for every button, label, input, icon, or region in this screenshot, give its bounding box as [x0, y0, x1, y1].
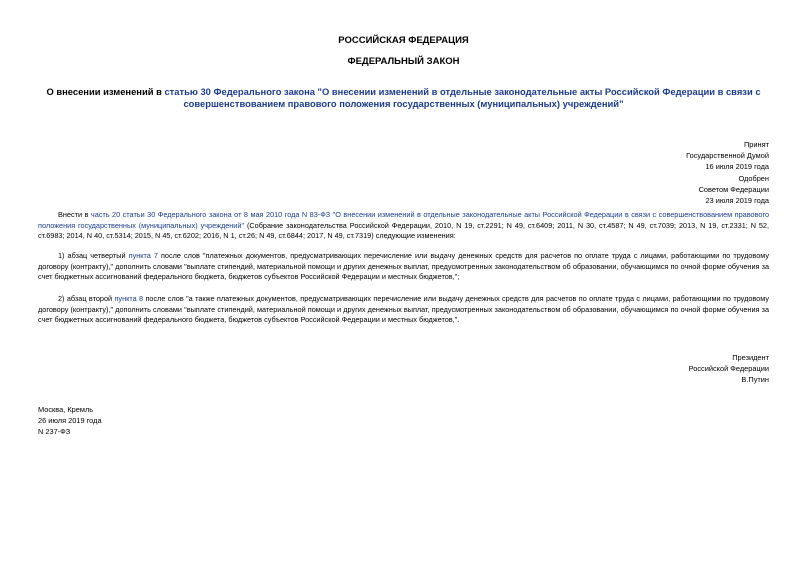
intro-link[interactable]: часть 20 статьи 30 Федерального закона от 8 мая 2010 года N 83-ФЗ "О внесении изменений в отдельные законодательные акты Российской Федерации в связи с совершенствованием правового положения государственных (муниципальных) учреждений"	[38, 210, 770, 230]
place-line: Москва, Кремль	[38, 405, 94, 414]
place-line: 26 июля 2019 года	[38, 415, 102, 425]
item-1-link[interactable]: пункта 7	[128, 251, 158, 260]
intro-text: Внести в	[58, 210, 91, 219]
item-1-paragraph	[38, 251, 769, 283]
item-2-paragraph	[38, 294, 769, 326]
title-prefix: О внесении изменений в	[46, 86, 165, 97]
signature-line: Президент	[732, 353, 769, 362]
country-heading: РОССИЙСКАЯ ФЕДЕРАЦИЯ	[338, 35, 469, 46]
adoption-line: Государственной Думой	[686, 151, 769, 161]
item-text: после слов "платежных документов, предусматривающих перечисление или выдачу денежных средств для расчетов по оплате труда с лицами, работающими по трудовому договору (контракту)," дополнить словами "выплате стипендий, материальной помощи и других денежных выплат, предусмотренных законодательством об образовании, обучающимся по очной форме обучения за счет бюджетных ассигнований федерального бюджета, бюджетов субъектов Российской Федерации и местных бюджетов,";	[38, 251, 769, 282]
place-line: N 237-ФЗ	[38, 426, 71, 436]
place-block	[38, 405, 102, 437]
item-text: 1) абзац четвертый	[58, 251, 129, 260]
doc-type-heading: ФЕДЕРАЛЬНЫЙ ЗАКОН	[347, 56, 460, 67]
item-text: 2) абзац второй	[58, 294, 115, 303]
item-text: после слов "а также платежных документов, предусматривающих перечисление или выдачу денежных средств для расчетов по оплате труда с лицами, работающими по трудовому договору (контракту)," дополнить словами "выплате стипендий, материальной помощи и других денежных выплат, предусмотренных законодательством об образовании, обучающимся по очной форме обучения за счет бюджетных ассигнований федерального бюджета, бюджетов субъектов Российской Федерации и местных бюджетов,".	[38, 294, 769, 325]
adoption-line: 16 июля 2019 года	[705, 162, 769, 172]
adoption-line: Принят	[743, 140, 769, 149]
law-title	[38, 86, 769, 109]
intro-text: (Собрание законодательства Российской Федерации, 2010, N 19, ст.2291; N 49, ст.6409; 2011, N 30, ст.4587; N 49, ст.7039; 2013, N 19, ст.2331; N 52, ст.6983; 2014, N 40, ст.5314; 2015, N 45, ст.6202; 2016, N 1, ст.26; N 49, ст.6844; 2017, N 49, ст.7319) следующие изменения:	[38, 220, 770, 241]
adoption-line: Одобрен	[738, 173, 769, 183]
signature-line: Российской Федерации	[688, 364, 769, 374]
title-link[interactable]: статью 30 Федерального закона "О внесении изменений в отдельные законодательные акты Российской Федерации в связи с совершенствованием правового положения государственных (муниципальных) учреждений"	[164, 86, 761, 109]
adoption-line: 23 июля 2019 года	[705, 196, 769, 206]
intro-paragraph	[38, 210, 769, 242]
item-2-link[interactable]: пункта 8	[114, 294, 144, 303]
signature-line: В.Путин	[741, 375, 769, 385]
adoption-block	[686, 139, 769, 206]
adoption-line: Советом Федерации	[698, 184, 769, 194]
signature-block	[689, 352, 769, 386]
